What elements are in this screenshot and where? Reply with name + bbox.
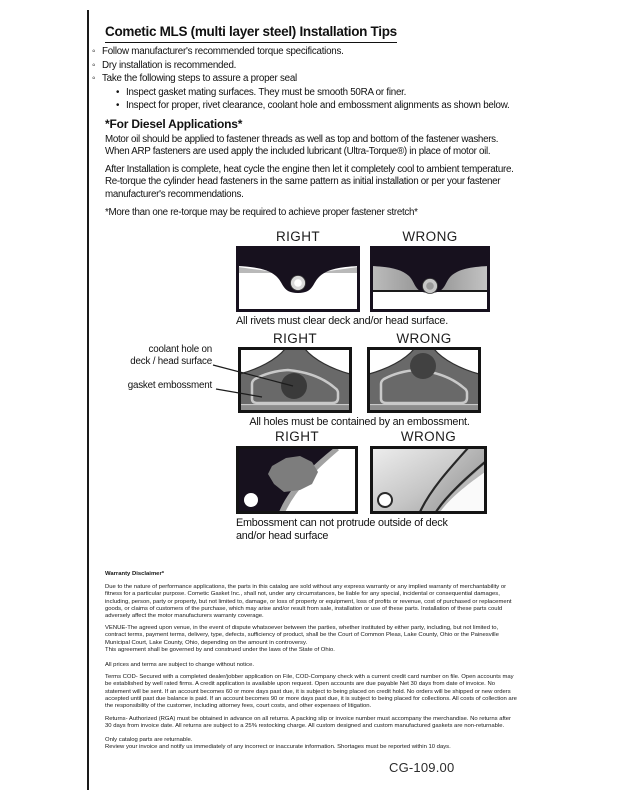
disclaimer-heading: Warranty Disclaimer* [105,571,165,577]
tip-text: Dry installation is recommended. [102,59,237,71]
wrong-label: WRONG [400,429,457,444]
annotation-line: coolant hole on [148,344,212,355]
page-title: Cometic MLS (multi layer steel) Installation Tips [105,24,397,43]
caption-line: Embossment can not protrude outside of deck [236,517,448,529]
disclaimer-paragraph: Due to the nature of performance applications, the parts in this catalog are sold without any express warranty or any implied warranty of merchantability or fitness for a particular purpose. Cometic Gasket Inc., shall not, under any circumstances, be liable for any special, incidental or consequential damages, including, person, party or property, but not limited to, damage, or loss of property or equipment, loss of profits or revenue, cost of purchased or replacement goods, or claims of customers of the purchase, which may arise and/or result from sale, installation or use of these parts. Installation of these parts could adversely affect the motor manufacturers warranty coverage. [105,584,512,620]
list-item [92,45,524,59]
rivet-wrong-diagram [370,246,490,312]
disclaimer-paragraph: Only catalog parts are returnable. [105,736,193,743]
warranty-disclaimer [105,571,519,751]
disclaimer-paragraph: Returns- Authorized (RGA) must be obtained in advance on all returns. A packing slip or invoice number must accompany the merchandise. No returns after 30 days from invoice date. All returns are subject to a 25% restocking charge. All custom designed and custom manufactured gaskets are non-returnable. [105,716,512,730]
installation-tips-list [92,45,524,112]
left-margin-rule [87,10,89,790]
annotation-line: deck / head surface [130,355,212,367]
wrong-label: WRONG [396,331,452,346]
disclaimer-paragraph: Review your invoice and notify us immediately of any incorrect or inaccurate information. Shortages must be reported within 10 days. [105,743,451,750]
list-item [116,86,524,99]
circle-bullet-icon: ◦ [92,46,96,57]
coolant-hole-annotation [105,344,212,368]
embossment-right-diagram [238,347,352,413]
dot-bullet-icon: • [116,86,120,98]
list-item [92,59,524,73]
right-label: RIGHT [276,229,320,244]
disclaimer-paragraph: All prices and terms are subject to change without notice. [105,662,254,669]
tip-text: Inspect gasket mating surfaces. They must be smooth 50RA or finer. [126,86,407,98]
diagram-caption [236,517,471,542]
circle-bullet-icon: ◦ [92,73,96,85]
disclaimer-paragraph: Terms COD- Secured with a completed dealer/jobber application on File, COD-Company check with a current credit card number on file. Open accounts may be established by well rated firms. A credit application is available upon request. Open accounts are due payable Net 30 days from date of invoice. No statement will be sent. If an account becomes 60 or more days past due, it is subject to being placed on credit hold. No orders will be shipped or new orders accepted until past due balance is paid. If an account becomes 90 or more days past due, it is subject to being placed for collections. All costs of collection are the responsibility of the customer, including attorney fees, court costs, and other expenses of litigation. [105,674,517,710]
caption-line: and/or head surface [236,529,329,542]
paragraph: After Installation is complete, heat cycle the engine then let it completely cool to ambient temperature. Re-torque the cylinder head fasteners in the same pattern as initial installation or per your fastener manufacturer's recommendations. [105,164,514,200]
tip-text: Follow manufacturer's recommended torque specifications. [102,46,344,57]
diagram-caption: All holes must be contained by an embossment. [249,416,470,428]
list-item [92,72,524,86]
diagram-caption: All rivets must clear deck and/or head surface. [236,315,449,327]
protrusion-wrong-diagram [370,446,487,514]
paragraph: Motor oil should be applied to fastener threads as well as top and bottom of the fastener washers. When ARP fasteners are used apply the included lubricant (Ultra-Torque®) in place of motor oil. [105,134,499,158]
diesel-applications-heading: *For Diesel Applications* [105,117,243,131]
paragraph: *More than one re-torque may be required to achieve proper fastener stretch* [105,207,418,218]
tip-text: Inspect for proper, rivet clearance, coolant hole and embossment alignments as shown below. [126,99,510,111]
disclaimer-paragraph: This agreement shall be governed by and construed under the laws of the State of Ohio. [105,646,335,653]
dot-bullet-icon: • [116,99,120,111]
page-number: CG-109.00 [389,760,455,775]
wrong-label: WRONG [402,229,458,244]
right-label: RIGHT [273,331,317,346]
list-item [116,99,524,112]
gasket-embossment-annotation: gasket embossment [127,380,212,391]
protrusion-right-diagram [236,446,358,514]
disclaimer-paragraph: VENUE-The agreed upon venue, in the event of dispute whatsoever between the parties, whether instituted by either party, including, but not limited to, contract terms, payment terms, delivery, type, defects, sufficiency of product, shall be the Court of Common Pleas, Lake County, Ohio or the Painesville Municipal Court, Lake County, Ohio, depending on the amount in controversy. [105,625,499,646]
circle-bullet-icon: ◦ [92,59,96,71]
rivet-right-diagram [236,246,360,312]
right-label: RIGHT [275,429,319,444]
embossment-wrong-diagram [367,347,481,413]
tip-text: Take the following steps to assure a proper seal [102,73,297,85]
